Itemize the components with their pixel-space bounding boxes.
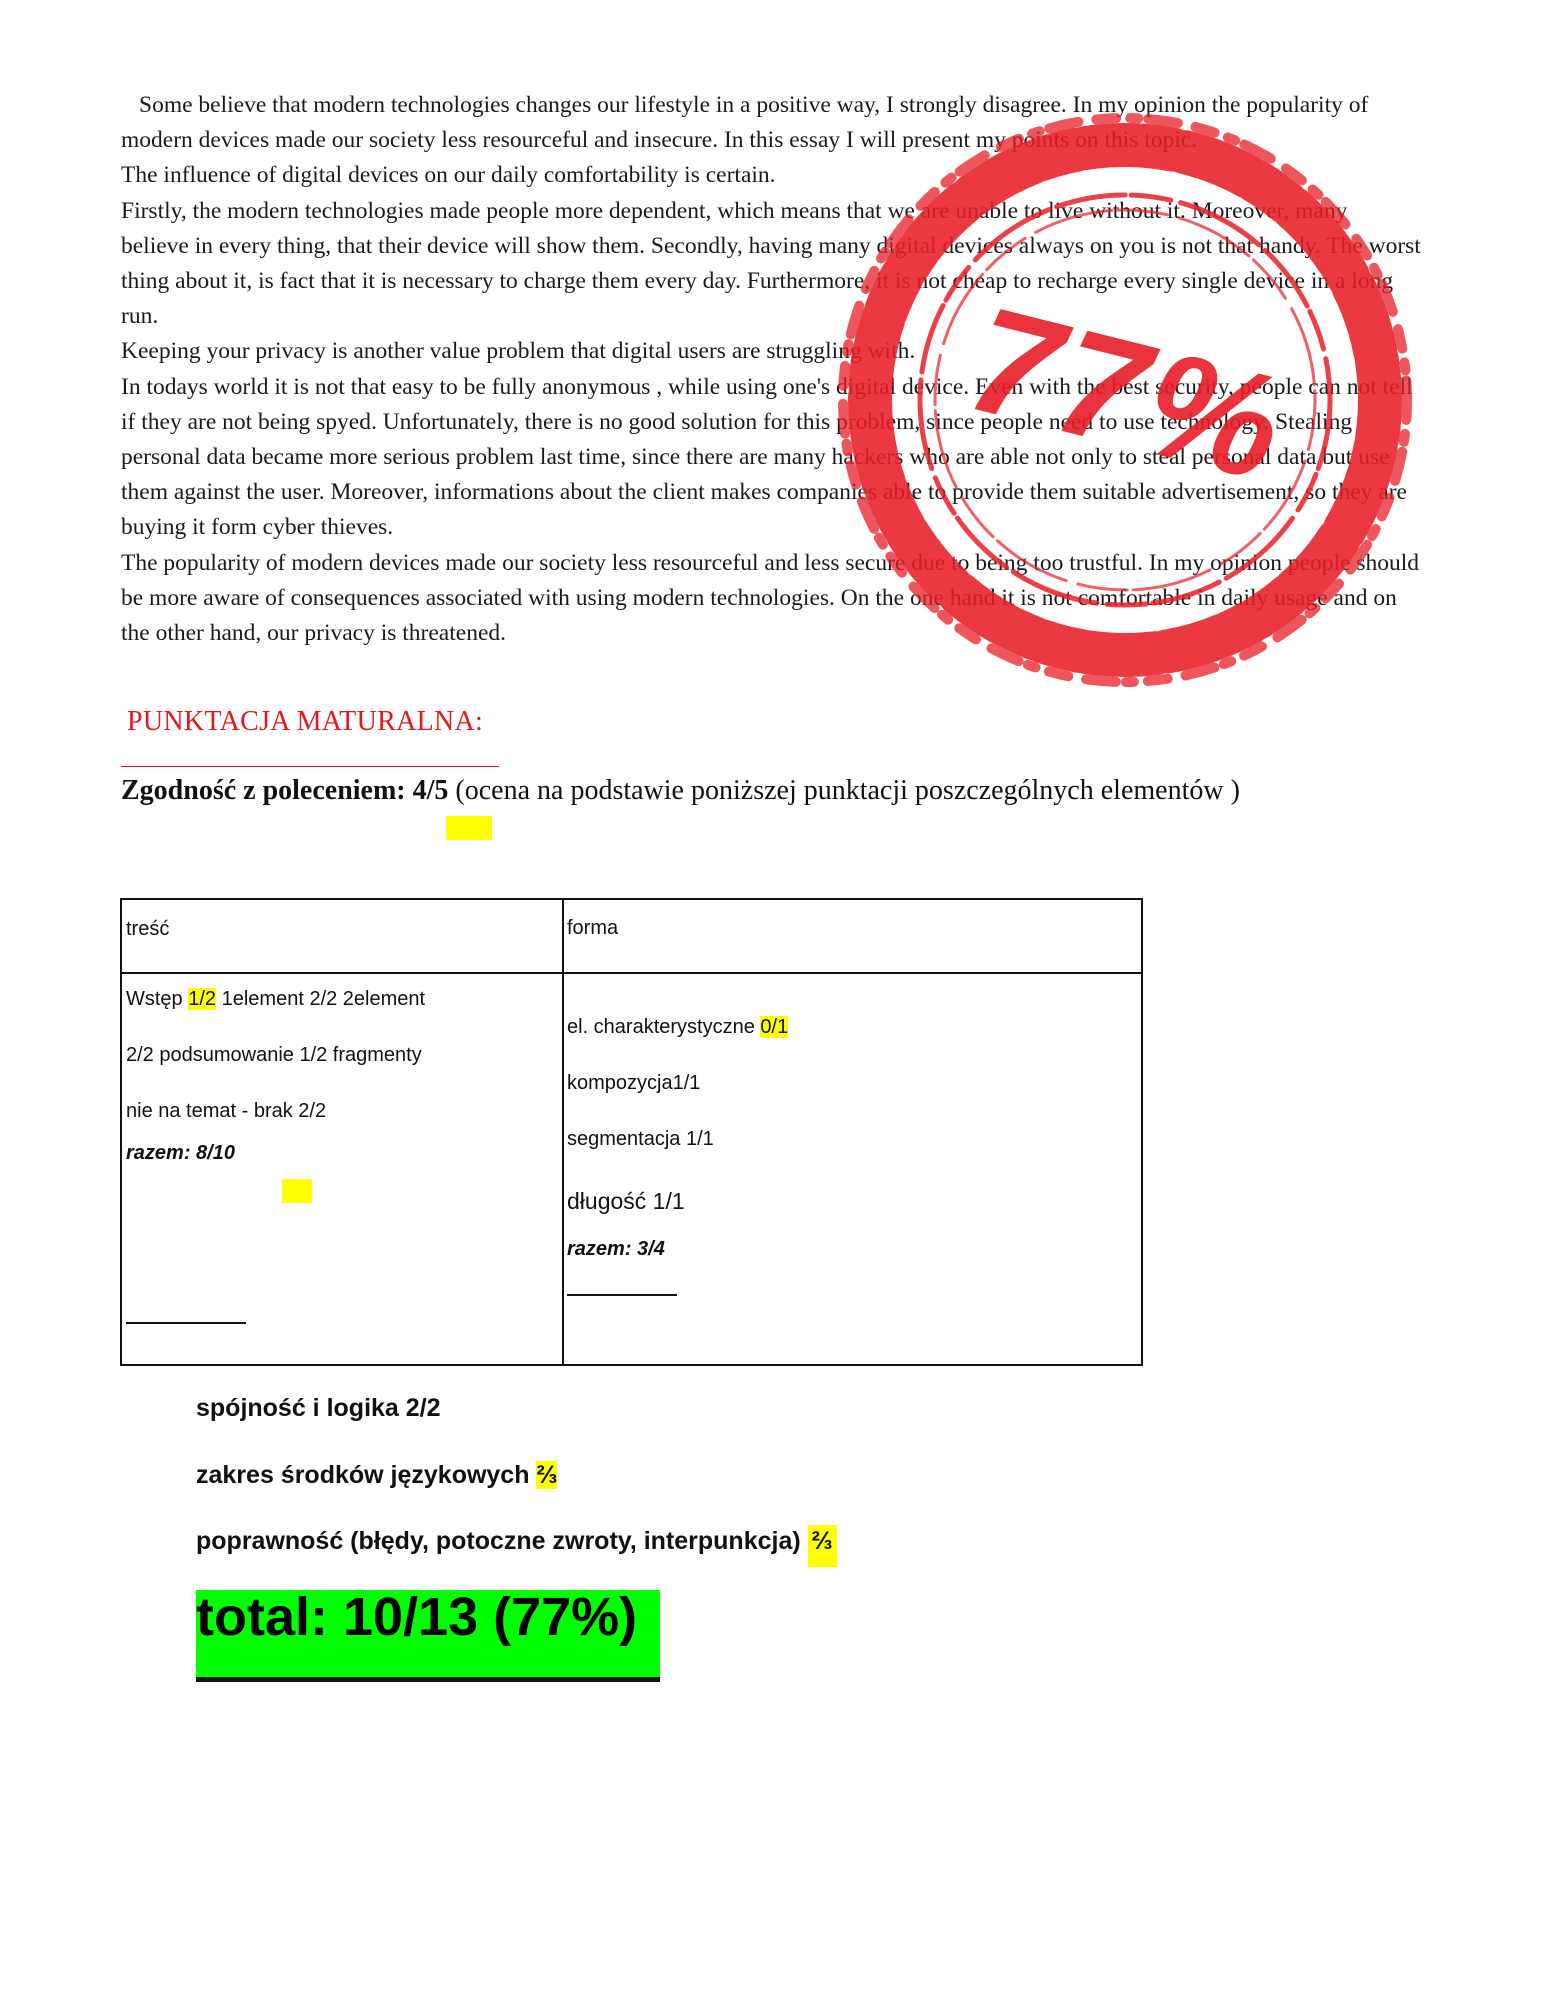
language-range-label: zakres środków językowych <box>196 1461 537 1489</box>
accuracy-label: poprawność (błędy, potoczne zwroty, interpunkcja) <box>196 1527 808 1555</box>
language-range-line <box>196 1461 557 1490</box>
language-range-score: ⅔ <box>536 1461 558 1489</box>
form-line-3: segmentacja 1/1 <box>567 1128 714 1150</box>
header-cell-form <box>563 899 1142 973</box>
compliance-label: Zgodność z poleceniem: <box>121 775 406 806</box>
form-line-2: kompozycja1/1 <box>567 1072 701 1094</box>
form-cell <box>563 973 1142 1365</box>
content-line-3: nie na temat - brak 2/2 <box>126 1100 327 1122</box>
heading-underline <box>121 766 499 767</box>
essay-paragraph: Firstly, the modern technologies made people more dependent, which means that we are unable to live without it. Moreover, many believe in every thing, that their device will show them. Secondly, having many digital devices always on you is not that handy. The worst thing about it, is fact that it is necessary to charge them every day. Furthermore, it is not cheap to recharge every single device in a long run. <box>121 197 1421 330</box>
signature-line <box>567 1294 677 1296</box>
accuracy-line <box>196 1527 837 1556</box>
content-line-1-rest: 1element 2/2 2element <box>216 988 426 1010</box>
content-total: razem: 8/10 <box>126 1142 235 1164</box>
highlight-mark <box>282 1179 312 1203</box>
content-intro-score: 1/2 <box>188 988 217 1010</box>
header-cell-content <box>121 899 563 973</box>
signature-line <box>126 1322 246 1324</box>
form-characteristic-score: 0/1 <box>760 1016 789 1038</box>
form-total: razem: 3/4 <box>567 1238 665 1260</box>
compliance-line <box>121 775 1240 807</box>
accuracy-score: ⅔ <box>808 1525 837 1567</box>
form-line-1-text: el. charakterystyczne <box>567 1016 761 1038</box>
compliance-score: 4/5 <box>412 775 449 806</box>
stamp-percentage: 77% <box>954 274 1304 515</box>
scoring-table <box>120 898 1143 1366</box>
form-line-4: długość 1/1 <box>567 1188 685 1214</box>
form-line-1 <box>567 1016 788 1039</box>
essay-paragraph: Some believe that modern technologies changes our lifestyle in a positive way, I strongly disagree. In my opinion the popularity of modern devices made our society less resourceful and insecure. In this essay I will present my points on this topic. <box>121 92 1369 154</box>
coherence-score: spójność i logika 2/2 <box>196 1394 441 1422</box>
content-line-2: 2/2 podsumowanie 1/2 fragmenty <box>126 1044 422 1066</box>
compliance-note: (ocena na podstawie poniższej punktacji poszczególnych elementów ) <box>455 775 1240 806</box>
content-cell <box>121 973 563 1365</box>
essay-text <box>121 88 1421 651</box>
essay-paragraph: The popularity of modern devices made our society less resourceful and less secure due to being too trustful. In my opinion people should be more aware of consequences associated with using modern technologies. On the one hand it is not comfortable in daily usage and on the other hand, our privacy is threatened. <box>121 549 1420 647</box>
content-line-1-text: Wstęp <box>126 988 189 1010</box>
essay-paragraph: Keeping your privacy is another value problem that digital users are struggling with. <box>121 338 916 365</box>
highlight-mark <box>446 816 492 840</box>
grading-heading: PUNKTACJA MATURALNA: <box>127 706 484 737</box>
column-header-form: forma <box>567 917 619 939</box>
column-header-content: treść <box>126 918 170 940</box>
total-score: total: 10/13 (77%) <box>196 1587 638 1647</box>
essay-paragraph: In todays world it is not that easy to be fully anonymous , while using one's digital device. Even with the best security, people can not tell if they are not being spyed. Unfortunately, there is no good solution for this problem, since people need to use technology. Stealing personal data became more serious problem last time, since there are many hackers who are able not only to steal personal data but use them against the user. Moreover, informations about the client makes companies able to provide them suitable advertisement, so they are buying it form cyber thieves. <box>121 373 1413 541</box>
content-line-1 <box>126 988 425 1011</box>
essay-paragraph: The influence of digital devices on our daily comfortability is certain. <box>121 162 776 189</box>
